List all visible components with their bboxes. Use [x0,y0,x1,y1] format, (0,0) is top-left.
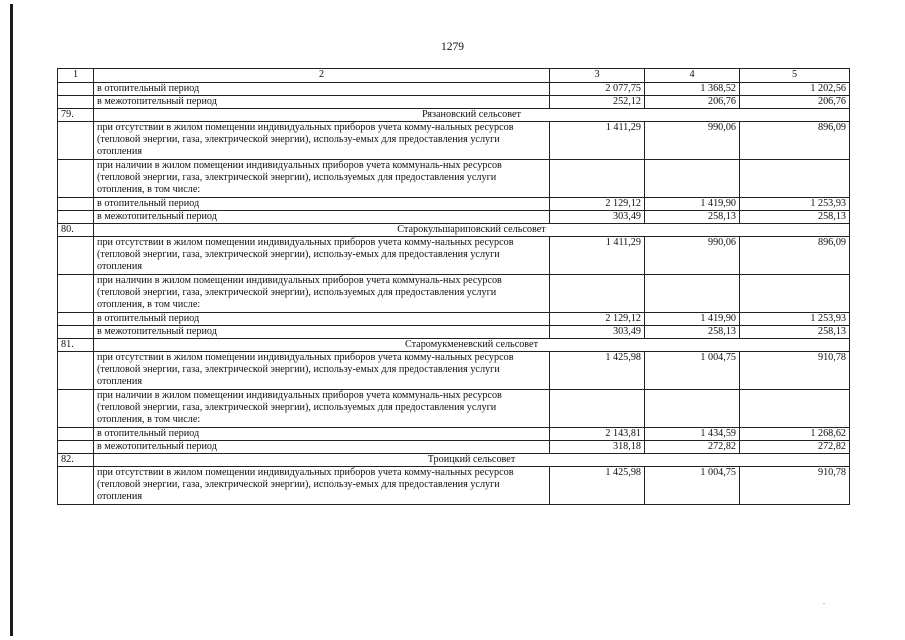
group-number: 81. [58,339,94,352]
value-col-4: 1 004,75 [645,467,740,505]
num-cell [58,275,94,313]
group-title: Старокульшариповский сельсовет [94,224,850,237]
group-heading-row [58,339,850,352]
num-cell [58,122,94,160]
num-cell [58,83,94,96]
row-label: в отопительный период [94,198,550,211]
value-col-3: 2 129,12 [550,313,645,326]
num-cell [58,467,94,505]
value-col-4 [645,390,740,428]
value-col-3: 318,18 [550,441,645,454]
row-description: при отсутствии в жилом помещении индивидуальных приборов учета комму-нальных ресурсов (тепловой энергии, газа, электрической энергии), использу-емых для предоставления услуги отопления [94,122,550,160]
value-col-5: 1 202,56 [740,83,850,96]
value-col-4: 258,13 [645,211,740,224]
table-row [58,237,850,275]
value-col-5 [740,390,850,428]
header-col-4: 4 [645,69,740,83]
table-row [58,441,850,454]
group-title: Рязановский сельсовет [94,109,850,122]
table-row [58,390,850,428]
row-description: при наличии в жилом помещении индивидуальных приборов учета коммуналь-ных ресурсов (тепловой энергии, газа, электрической энергии), используемых для предоставления услуги отопления, в том числе: [94,275,550,313]
header-row [58,69,850,83]
row-label: в отопительный период [94,313,550,326]
group-heading-row [58,109,850,122]
value-col-5: 1 253,93 [740,198,850,211]
row-label: в межотопительный период [94,326,550,339]
header-col-2: 2 [94,69,550,83]
page-number: 1279 [441,41,464,53]
table-row [58,352,850,390]
value-col-5: 1 268,62 [740,428,850,441]
num-cell [58,352,94,390]
header-col-5: 5 [740,69,850,83]
value-col-5: 896,09 [740,237,850,275]
value-col-5 [740,275,850,313]
table-row [58,313,850,326]
num-cell [58,211,94,224]
row-description: при отсутствии в жилом помещении индивидуальных приборов учета комму-нальных ресурсов (тепловой энергии, газа, электрической энергии), использу-емых для предоставления услуги отопления [94,352,550,390]
num-cell [58,326,94,339]
num-cell [58,390,94,428]
value-col-3: 2 129,12 [550,198,645,211]
group-title: Старомукменевский сельсовет [94,339,850,352]
table-row [58,428,850,441]
row-label: в межотопительный период [94,211,550,224]
group-heading-row [58,454,850,467]
table-row [58,326,850,339]
value-col-3: 252,12 [550,96,645,109]
row-description: при наличии в жилом помещении индивидуальных приборов учета коммуналь-ных ресурсов (тепловой энергии, газа, электрической энергии), используемых для предоставления услуги отопления, в том числе: [94,160,550,198]
group-number: 79. [58,109,94,122]
row-label: в отопительный период [94,83,550,96]
row-description: при отсутствии в жилом помещении индивидуальных приборов учета комму-нальных ресурсов (тепловой энергии, газа, электрической энергии), использу-емых для предоставления услуги отопления [94,237,550,275]
value-col-4 [645,160,740,198]
value-col-3: 2 077,75 [550,83,645,96]
value-col-4: 1 419,90 [645,313,740,326]
row-label: в межотопительный период [94,96,550,109]
table-row [58,122,850,160]
value-col-3: 1 411,29 [550,237,645,275]
page-edge-bar [10,4,13,636]
table-row [58,275,850,313]
num-cell [58,237,94,275]
value-col-4: 990,06 [645,237,740,275]
value-col-4: 1 368,52 [645,83,740,96]
table-row [58,198,850,211]
value-col-4: 1 419,90 [645,198,740,211]
value-col-3 [550,390,645,428]
value-col-3: 1 411,29 [550,122,645,160]
value-col-3: 2 143,81 [550,428,645,441]
header-col-3: 3 [550,69,645,83]
value-col-5: 896,09 [740,122,850,160]
value-col-5: 206,76 [740,96,850,109]
row-label: в отопительный период [94,428,550,441]
value-col-4: 272,82 [645,441,740,454]
num-cell [58,160,94,198]
table-row [58,211,850,224]
value-col-3 [550,275,645,313]
value-col-4: 206,76 [645,96,740,109]
num-cell [58,313,94,326]
num-cell [58,198,94,211]
row-description: при наличии в жилом помещении индивидуальных приборов учета коммуналь-ных ресурсов (тепловой энергии, газа, электрической энергии), используемых для предоставления услуги отопления, в том числе: [94,390,550,428]
table-row [58,160,850,198]
value-col-3 [550,160,645,198]
group-heading-row [58,224,850,237]
value-col-5 [740,160,850,198]
value-col-5: 910,78 [740,467,850,505]
header-col-1: 1 [58,69,94,83]
table-row [58,96,850,109]
num-cell [58,96,94,109]
tariff-table [57,68,850,505]
value-col-4 [645,275,740,313]
row-label: в межотопительный период [94,441,550,454]
scan-speck [823,603,825,604]
value-col-4: 990,06 [645,122,740,160]
group-number: 80. [58,224,94,237]
value-col-5: 258,13 [740,211,850,224]
value-col-3: 1 425,98 [550,352,645,390]
value-col-5: 272,82 [740,441,850,454]
value-col-3: 303,49 [550,211,645,224]
value-col-4: 1 004,75 [645,352,740,390]
value-col-5: 910,78 [740,352,850,390]
value-col-4: 258,13 [645,326,740,339]
table-row [58,83,850,96]
group-number: 82. [58,454,94,467]
value-col-5: 258,13 [740,326,850,339]
value-col-3: 1 425,98 [550,467,645,505]
num-cell [58,441,94,454]
row-description: при отсутствии в жилом помещении индивидуальных приборов учета комму-нальных ресурсов (тепловой энергии, газа, электрической энергии), использу-емых для предоставления услуги отопления [94,467,550,505]
num-cell [58,428,94,441]
group-title: Троицкий сельсовет [94,454,850,467]
table-row [58,467,850,505]
value-col-3: 303,49 [550,326,645,339]
value-col-4: 1 434,59 [645,428,740,441]
value-col-5: 1 253,93 [740,313,850,326]
